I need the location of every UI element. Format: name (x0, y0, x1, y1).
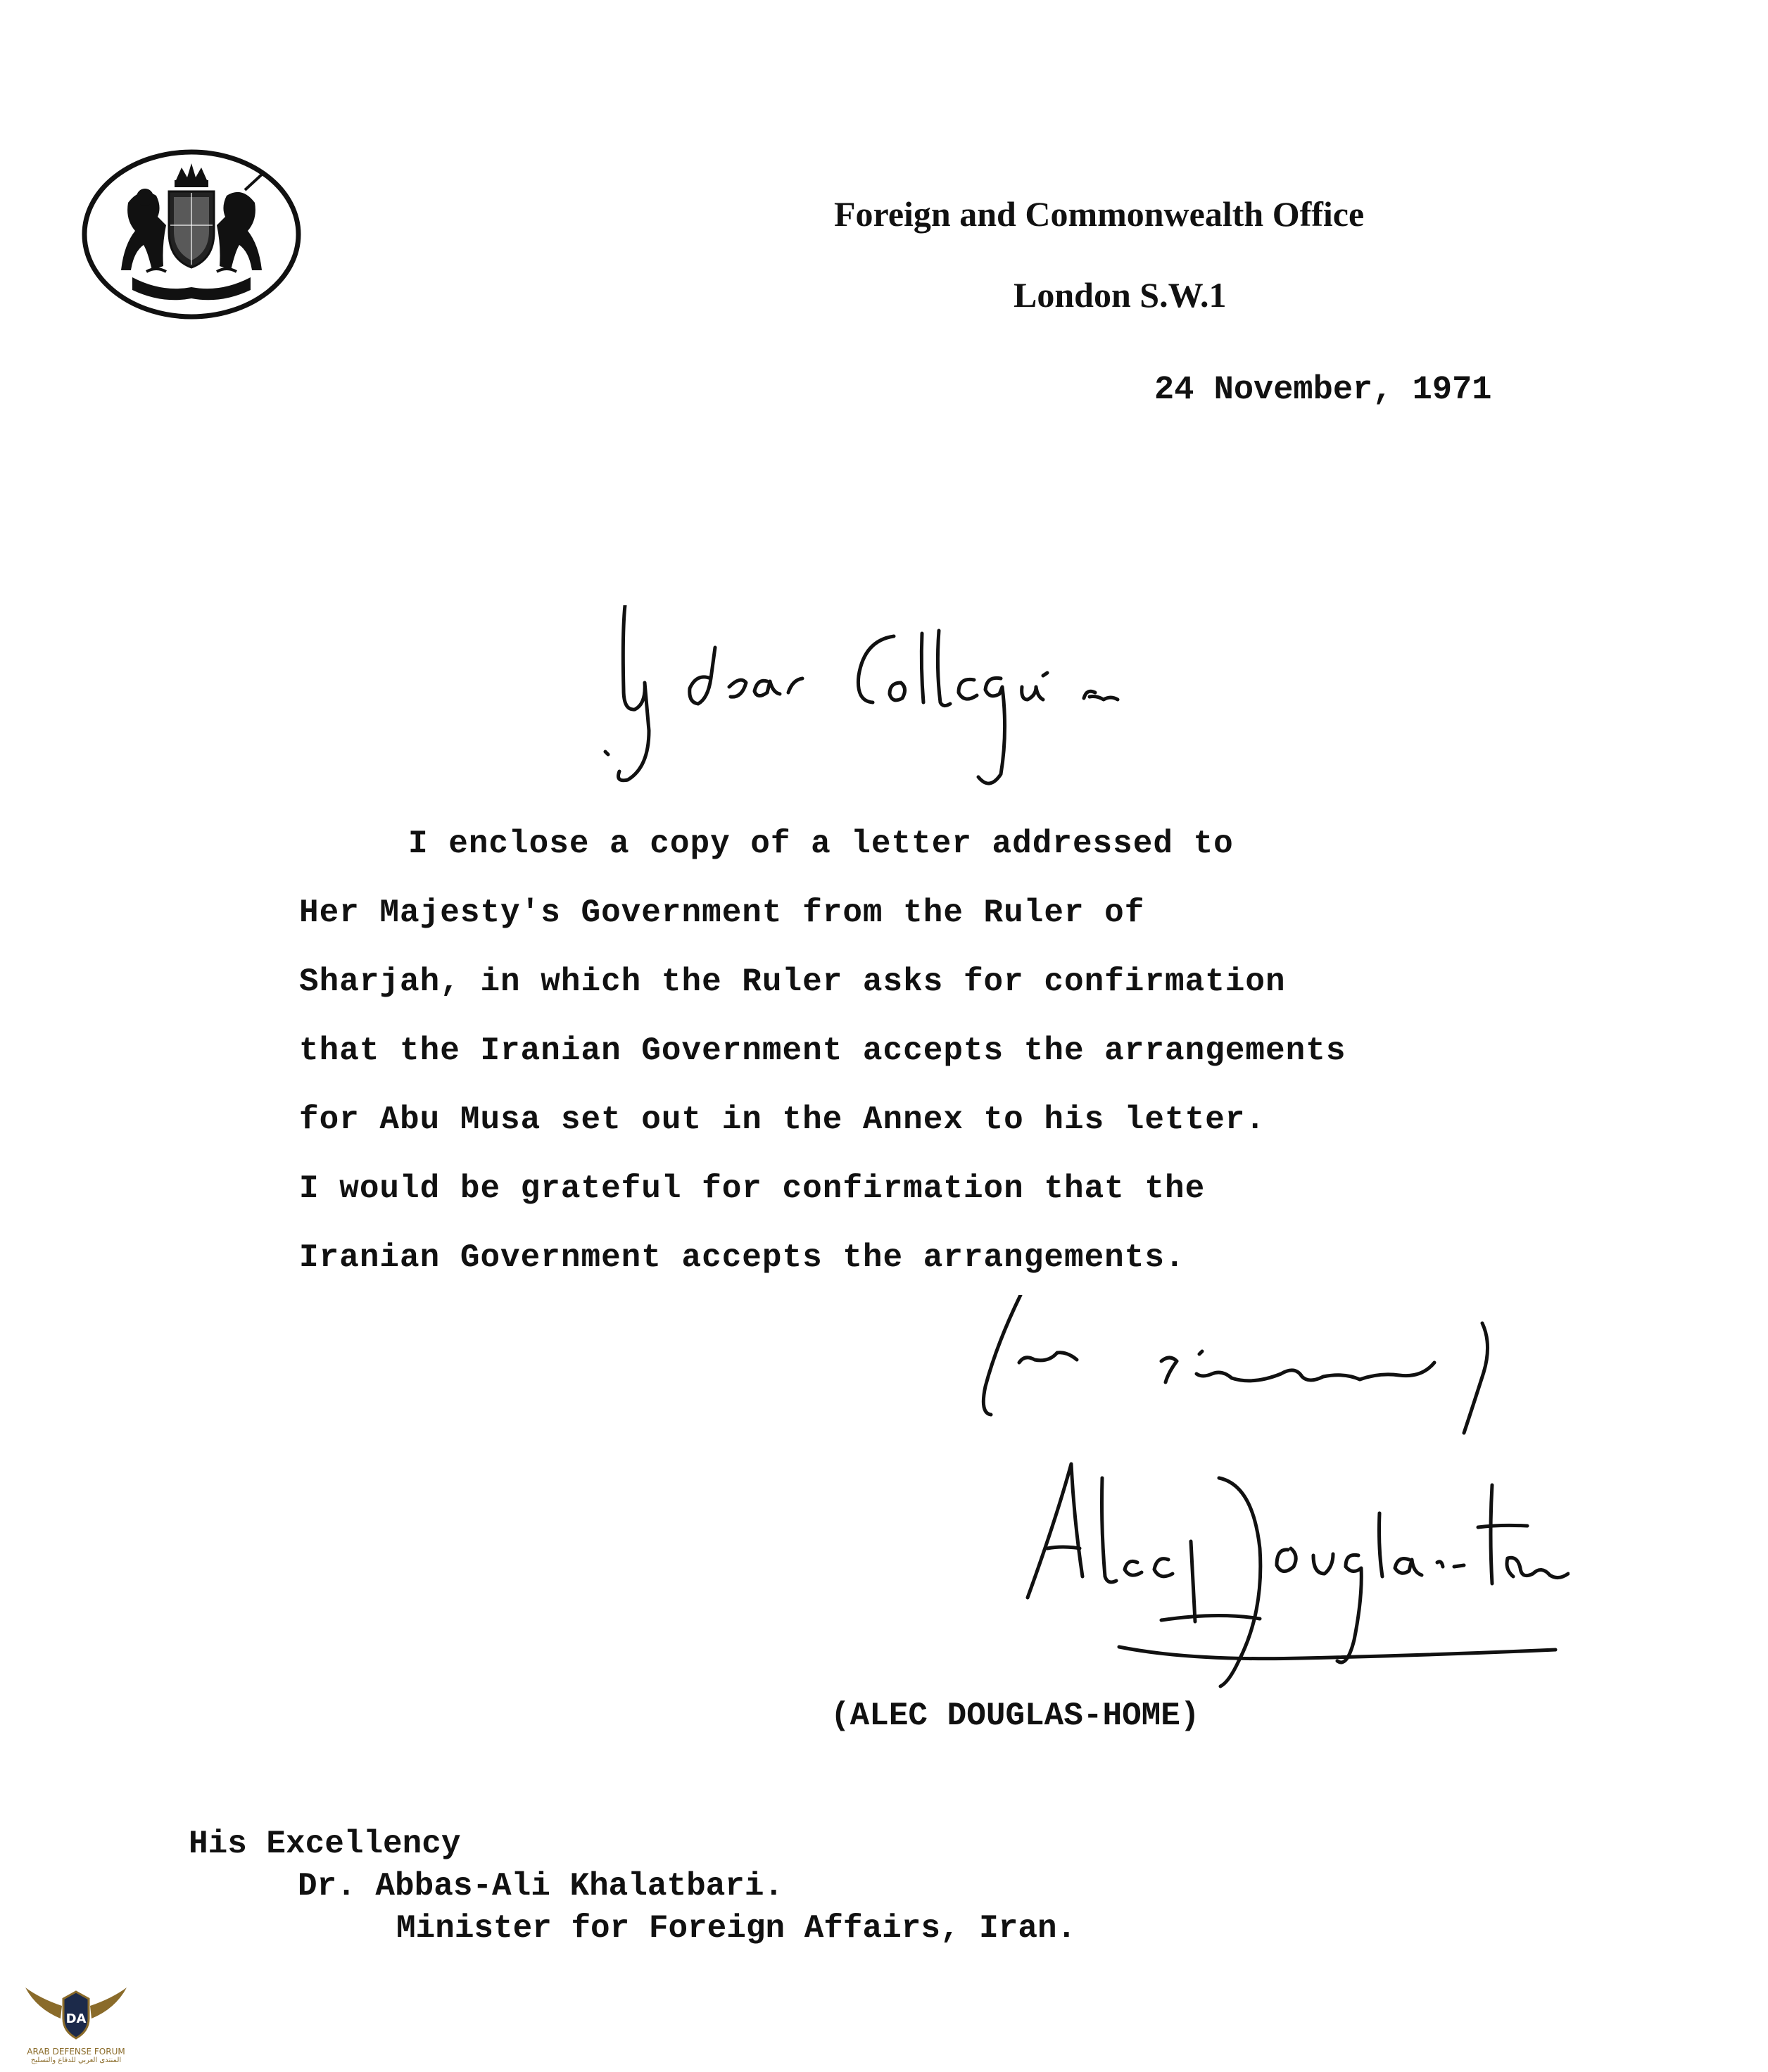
winged-shield-icon (20, 1978, 132, 2045)
handwritten-closing-signature (929, 1295, 1562, 1436)
forum-watermark-logo (20, 1978, 132, 2065)
addressee-block (189, 1823, 1076, 1950)
letter-date: 24 November, 1971 (1154, 372, 1492, 409)
letter-body (299, 809, 1453, 1292)
royal-coat-of-arms-icon (79, 146, 304, 322)
body-line: Her Majesty's Government from the Ruler of (299, 895, 1145, 931)
addressee-honorific: His Excellency (189, 1826, 461, 1862)
addressee-name: Dr. Abbas-Ali Khalatbari. (298, 1868, 784, 1904)
body-line: Sharjah, in which the Ruler asks for confirmation (299, 964, 1286, 1000)
handwritten-salutation-signature (591, 605, 1126, 830)
handwritten-name-signature (1006, 1436, 1570, 1703)
watermark-label: ARAB DEFENSE FORUM (27, 2047, 125, 2057)
watermark-initials: DA (65, 2011, 87, 2026)
body-line: I would be grateful for confirmation that the (299, 1170, 1206, 1207)
letterhead-city: London S.W.1 (1014, 275, 1227, 315)
addressee-title: Minister for Foreign Affairs, Iran. (396, 1910, 1077, 1947)
watermark-sublabel: المنتدى العربي للدفاع والتسليح (30, 2057, 122, 2064)
body-line: that the Iranian Government accepts the arrangements (299, 1032, 1346, 1069)
typed-signatory-name: (ALEC DOUGLAS-HOME) (831, 1698, 1200, 1734)
body-line: Iranian Government accepts the arrangements. (299, 1239, 1185, 1276)
letterhead-office: Foreign and Commonwealth Office (834, 194, 1365, 234)
body-line: for Abu Musa set out in the Annex to his letter. (299, 1101, 1266, 1138)
body-line: I enclose a copy of a letter addressed to (408, 826, 1234, 862)
